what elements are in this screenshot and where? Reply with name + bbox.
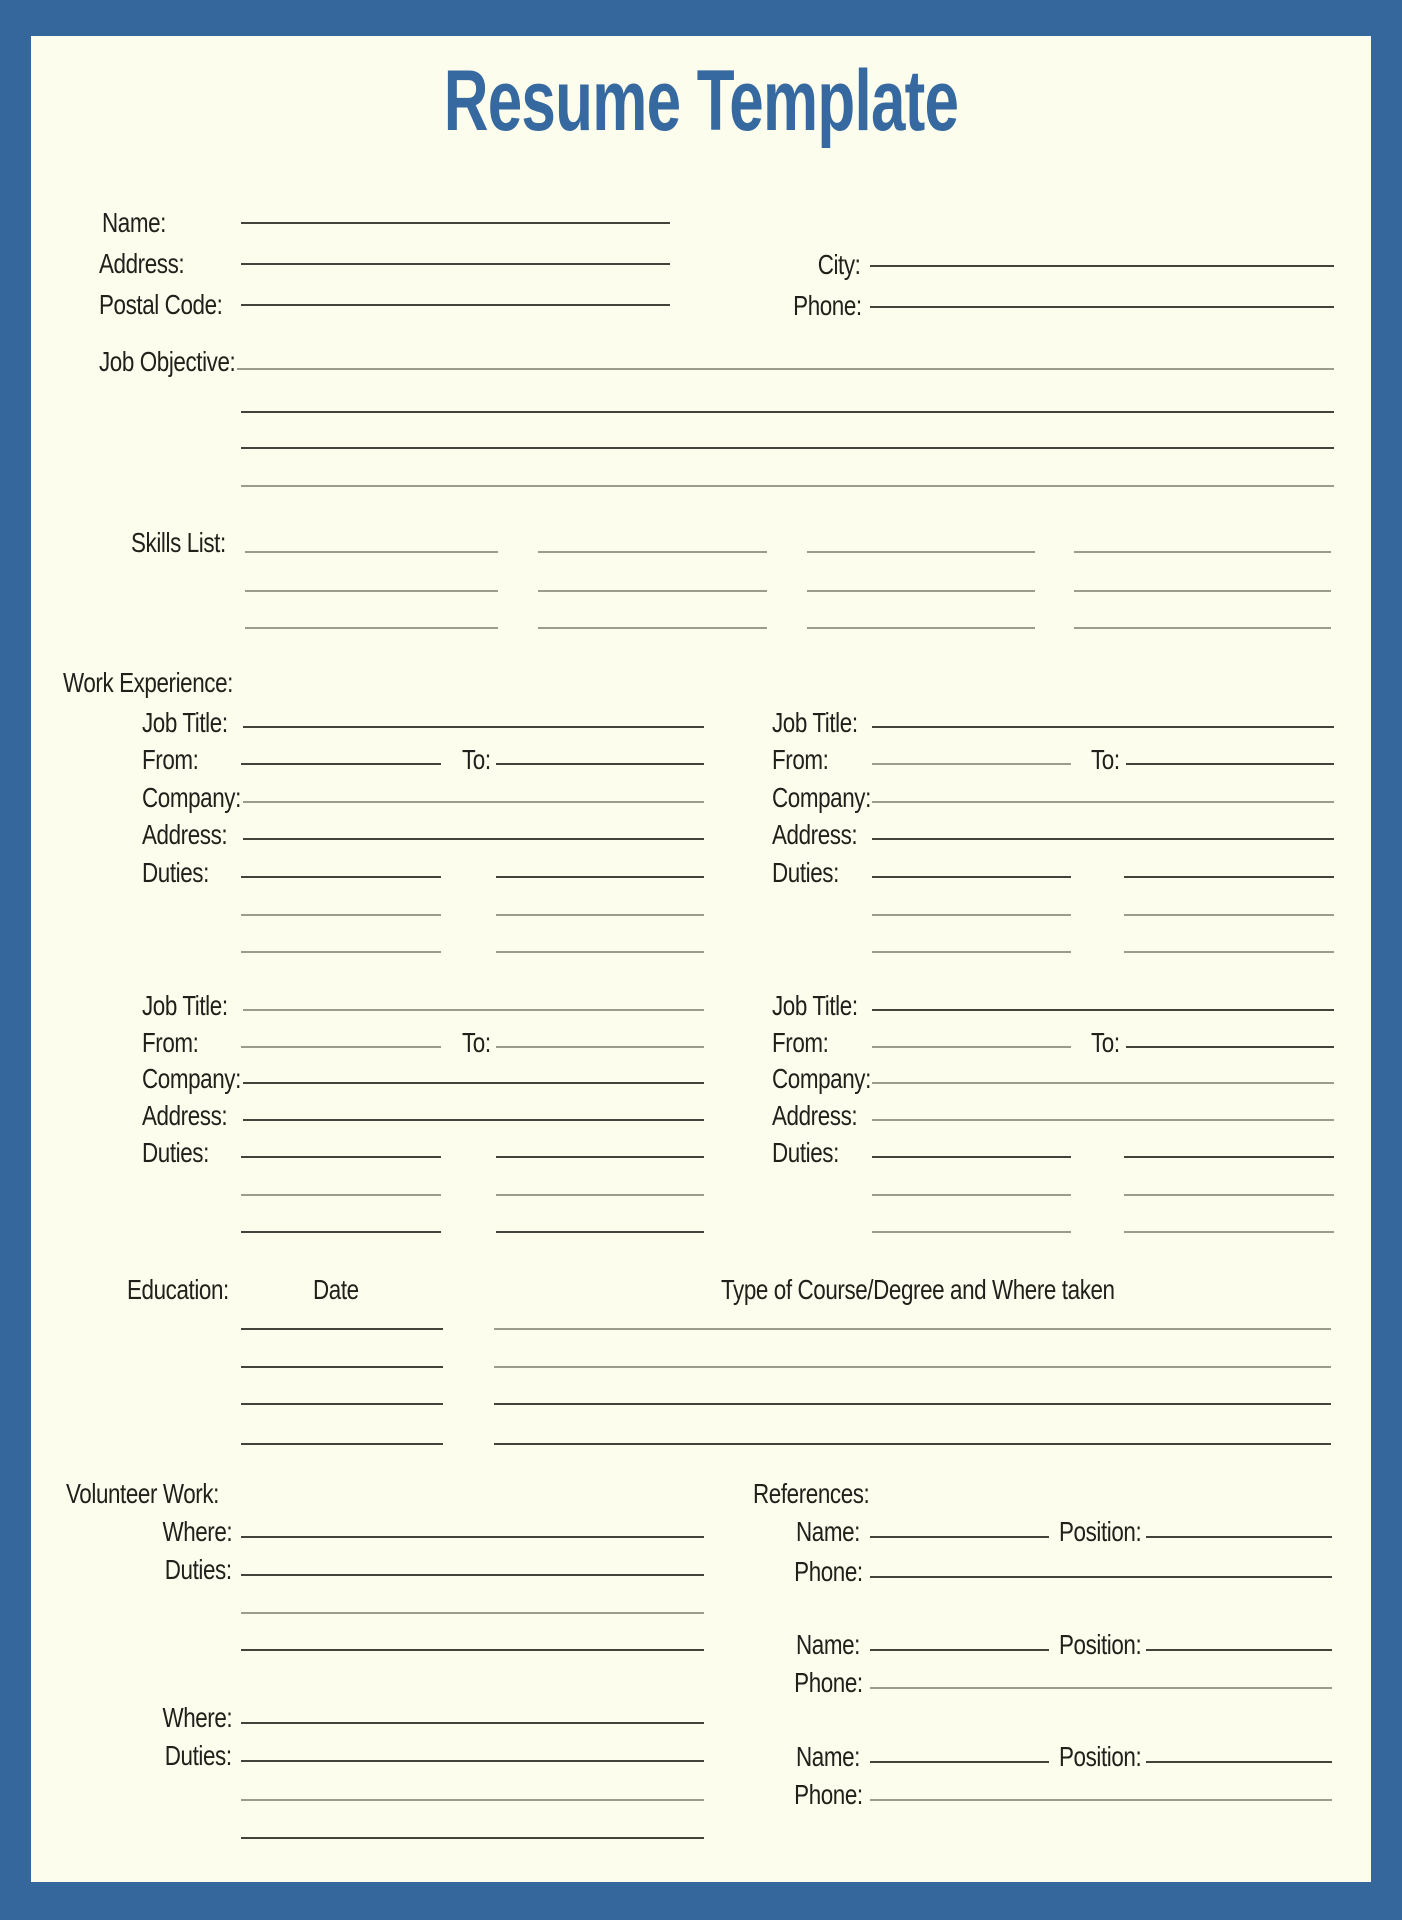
address-label: Address:: [142, 819, 228, 850]
education-course-line[interactable]: [494, 1328, 1331, 1330]
duties-line[interactable]: [241, 1231, 441, 1233]
company-label: Company:: [142, 782, 241, 813]
name-line[interactable]: [241, 222, 670, 224]
volunteer-where-line[interactable]: [241, 1722, 704, 1724]
job-title-label: Job Title:: [772, 990, 858, 1021]
job-objective-line[interactable]: [241, 485, 1334, 487]
volunteer-where-line[interactable]: [241, 1536, 704, 1538]
from-line[interactable]: [872, 763, 1071, 765]
duties-line[interactable]: [872, 876, 1071, 878]
work-experience-label: Work Experience:: [63, 667, 233, 698]
address-line[interactable]: [872, 1119, 1334, 1121]
reference-phone-line[interactable]: [870, 1799, 1332, 1801]
address-line[interactable]: [243, 1119, 704, 1121]
reference-position-label: Position:: [1059, 1516, 1142, 1547]
volunteer-duties-line[interactable]: [241, 1574, 704, 1576]
education-course-line[interactable]: [494, 1443, 1331, 1445]
duties-line[interactable]: [1124, 1194, 1334, 1196]
duties-line[interactable]: [1124, 876, 1334, 878]
education-label: Education:: [127, 1274, 229, 1305]
skills-line[interactable]: [245, 627, 498, 629]
duties-line[interactable]: [496, 951, 704, 953]
education-date-line[interactable]: [241, 1443, 443, 1445]
to-label: To:: [1091, 744, 1120, 775]
job-title-line[interactable]: [243, 726, 704, 728]
duties-line[interactable]: [241, 1194, 441, 1196]
postal-code-line[interactable]: [241, 304, 670, 306]
to-line[interactable]: [496, 763, 704, 765]
duties-label: Duties:: [772, 1137, 839, 1168]
reference-name-line[interactable]: [870, 1536, 1049, 1538]
duties-line[interactable]: [872, 1231, 1071, 1233]
address-line[interactable]: [872, 838, 1334, 840]
job-title-label: Job Title:: [772, 707, 858, 738]
volunteer-duties-line[interactable]: [241, 1837, 704, 1839]
from-line[interactable]: [241, 1046, 441, 1048]
job-title-line[interactable]: [872, 726, 1334, 728]
reference-name-line[interactable]: [870, 1761, 1049, 1763]
duties-line[interactable]: [241, 1156, 441, 1158]
duties-label: Duties:: [772, 857, 839, 888]
reference-phone-label: Phone:: [794, 1779, 863, 1810]
education-date-header: Date: [313, 1274, 359, 1305]
company-line[interactable]: [243, 1082, 704, 1084]
company-label: Company:: [772, 1063, 871, 1094]
reference-name-label: Name:: [796, 1629, 860, 1660]
job-objective-line[interactable]: [241, 411, 1334, 413]
to-line[interactable]: [1126, 763, 1334, 765]
skills-list-label: Skills List:: [131, 527, 226, 558]
skills-line[interactable]: [807, 590, 1035, 592]
duties-label: Duties:: [165, 1554, 232, 1585]
duties-label: Duties:: [142, 857, 209, 888]
reference-position-line[interactable]: [1146, 1536, 1332, 1538]
duties-line[interactable]: [872, 1156, 1071, 1158]
duties-line[interactable]: [241, 914, 441, 916]
duties-line[interactable]: [872, 951, 1071, 953]
duties-line[interactable]: [1124, 951, 1334, 953]
reference-position-label: Position:: [1059, 1741, 1142, 1772]
address-label: Address:: [142, 1100, 228, 1131]
where-label: Where:: [162, 1516, 232, 1547]
skills-line[interactable]: [245, 590, 498, 592]
name-label: Name:: [102, 207, 166, 238]
education-course-line[interactable]: [494, 1366, 1331, 1368]
from-label: From:: [772, 744, 829, 775]
volunteer-duties-line[interactable]: [241, 1612, 704, 1614]
reference-phone-line[interactable]: [870, 1576, 1332, 1578]
to-label: To:: [462, 744, 491, 775]
to-line[interactable]: [496, 1046, 704, 1048]
company-line[interactable]: [872, 1082, 1334, 1084]
skills-line[interactable]: [245, 551, 498, 553]
education-date-line[interactable]: [241, 1328, 443, 1330]
skills-line[interactable]: [807, 551, 1035, 553]
volunteer-duties-line[interactable]: [241, 1760, 704, 1762]
where-label: Where:: [162, 1702, 232, 1733]
duties-line[interactable]: [1124, 1231, 1334, 1233]
reference-name-label: Name:: [796, 1516, 860, 1547]
skills-line[interactable]: [807, 627, 1035, 629]
reference-name-line[interactable]: [870, 1649, 1049, 1651]
duties-line[interactable]: [241, 876, 441, 878]
reference-phone-line[interactable]: [870, 1687, 1332, 1689]
company-line[interactable]: [243, 801, 704, 803]
from-line[interactable]: [241, 763, 441, 765]
duties-line[interactable]: [496, 1156, 704, 1158]
phone-label: Phone:: [793, 290, 862, 321]
job-title-label: Job Title:: [142, 990, 228, 1021]
to-label: To:: [462, 1027, 491, 1058]
education-course-line[interactable]: [494, 1403, 1331, 1405]
volunteer-work-label: Volunteer Work:: [66, 1478, 219, 1509]
job-title-label: Job Title:: [142, 707, 228, 738]
city-label: City:: [817, 249, 860, 280]
reference-position-label: Position:: [1059, 1629, 1142, 1660]
job-objective-label: Job Objective:: [99, 346, 236, 377]
address-line[interactable]: [241, 263, 670, 265]
company-label: Company:: [772, 782, 871, 813]
reference-phone-label: Phone:: [794, 1667, 863, 1698]
reference-position-line[interactable]: [1146, 1649, 1332, 1651]
from-label: From:: [142, 1027, 199, 1058]
skills-line[interactable]: [538, 627, 767, 629]
volunteer-duties-line[interactable]: [241, 1649, 704, 1651]
skills-line[interactable]: [1074, 590, 1331, 592]
duties-line[interactable]: [496, 914, 704, 916]
duties-line[interactable]: [496, 1194, 704, 1196]
reference-name-label: Name:: [796, 1741, 860, 1772]
duties-line[interactable]: [496, 876, 704, 878]
address-line[interactable]: [243, 838, 704, 840]
duties-label: Duties:: [142, 1137, 209, 1168]
city-line[interactable]: [870, 265, 1334, 267]
duties-line[interactable]: [1124, 1156, 1334, 1158]
from-label: From:: [772, 1027, 829, 1058]
address-label: Address:: [772, 1100, 858, 1131]
volunteer-duties-line[interactable]: [241, 1799, 704, 1801]
job-objective-line[interactable]: [241, 447, 1334, 449]
company-label: Company:: [142, 1063, 241, 1094]
duties-label: Duties:: [165, 1740, 232, 1771]
page-title: Resume Template: [443, 53, 959, 149]
skills-line[interactable]: [1074, 551, 1331, 553]
skills-line[interactable]: [1074, 627, 1331, 629]
skills-line[interactable]: [538, 590, 767, 592]
education-date-line[interactable]: [241, 1366, 443, 1368]
to-line[interactable]: [1126, 1046, 1334, 1048]
job-title-line[interactable]: [243, 1009, 704, 1011]
education-course-header: Type of Course/Degree and Where taken: [721, 1274, 1115, 1305]
duties-line[interactable]: [872, 914, 1071, 916]
education-date-line[interactable]: [241, 1403, 443, 1405]
job-objective-line[interactable]: [237, 368, 1334, 370]
job-title-line[interactable]: [872, 1009, 1334, 1011]
skills-line[interactable]: [538, 551, 767, 553]
to-label: To:: [1091, 1027, 1120, 1058]
duties-line[interactable]: [241, 951, 441, 953]
address-label: Address:: [772, 819, 858, 850]
reference-position-line[interactable]: [1146, 1761, 1332, 1763]
phone-line[interactable]: [870, 306, 1334, 308]
duties-line[interactable]: [872, 1194, 1071, 1196]
duties-line[interactable]: [496, 1231, 704, 1233]
from-line[interactable]: [872, 1046, 1071, 1048]
from-label: From:: [142, 744, 199, 775]
address-label: Address:: [99, 248, 185, 279]
duties-line[interactable]: [1124, 914, 1334, 916]
postal-code-label: Postal Code:: [99, 289, 223, 320]
company-line[interactable]: [872, 801, 1334, 803]
references-label: References:: [753, 1478, 870, 1509]
reference-phone-label: Phone:: [794, 1556, 863, 1587]
